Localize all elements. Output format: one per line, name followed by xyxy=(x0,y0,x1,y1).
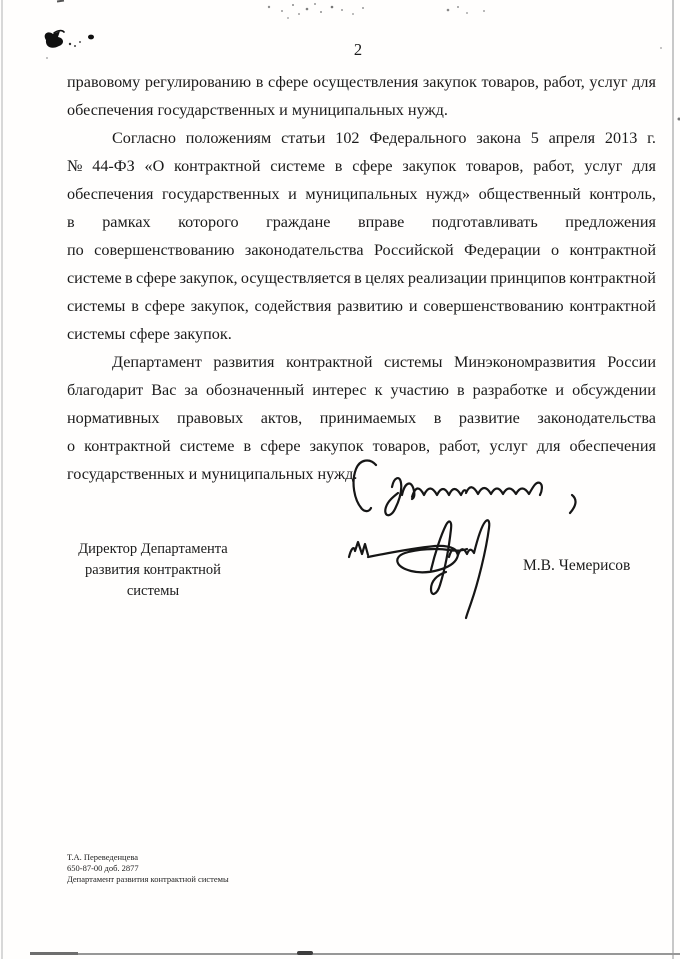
text-line: обеспечения государственных и муниципальных нужд» общественный контроль, xyxy=(67,185,656,203)
paragraph xyxy=(67,124,656,348)
text-line: системе в сфере закупок, осуществляется в целях реализации принципов контрактной xyxy=(67,269,656,287)
scan-edge-right xyxy=(672,0,674,959)
letter-body xyxy=(67,68,656,488)
text-line: о контрактной системе в сфере закупок товаров, работ, услуг для обеспечения xyxy=(67,437,656,455)
text-line: по совершенствованию законодательства Российской Федерации о контрактной xyxy=(67,241,656,259)
text-line: системы в сфере закупок, содействия развитию и совершенствованию контрактной xyxy=(67,297,656,315)
text-line: системы сфере закупок. xyxy=(67,325,232,343)
signer-title-line: развития контрактной системы xyxy=(85,562,221,599)
text-line: благодарит Вас за обозначенный интерес к участию в разработке и обсуждении xyxy=(67,381,656,399)
scan-line-bottom-blob xyxy=(297,951,313,955)
footer-phone: 650-87-00 доб. 2877 xyxy=(67,863,139,873)
scan-edge-left xyxy=(1,0,3,959)
text-line: обеспечения государственных и муниципальных нужд. xyxy=(67,101,448,119)
scan-artifact-dash xyxy=(57,0,64,2)
page-number: 2 xyxy=(353,40,363,59)
scan-line-bottom xyxy=(30,953,680,955)
signature-scribble xyxy=(343,513,508,623)
footer-executor-block xyxy=(67,852,229,885)
footer-contact-name: Т.А. Переведенцева xyxy=(67,852,139,862)
footer-department: Департамент развития контрактной системы xyxy=(67,874,229,884)
text-line: в рамках которого граждане вправе подготавливать предложения xyxy=(67,213,656,231)
text-line: государственных и муниципальных нужд. xyxy=(67,465,358,483)
text-line: нормативных правовых актов, принимаемых в развитие законодательства xyxy=(67,409,656,427)
scan-ink-blob xyxy=(36,28,100,62)
text-line: Департамент развития контрактной системы Минэкономразвития России xyxy=(112,353,656,371)
handwritten-closing xyxy=(350,455,585,519)
scan-specks xyxy=(0,0,2,2)
signer-title xyxy=(60,539,246,602)
text-line: Согласно положениям статьи 102 Федерального закона 5 апреля 2013 г. xyxy=(112,129,656,147)
signer-title-line: Директор Департамента xyxy=(78,541,228,557)
signer-name: М.В. Чемерисов xyxy=(523,557,631,574)
scan-line-bottom-dark xyxy=(30,952,78,955)
text-line: правовому регулированию в сфере осуществления закупок товаров, работ, услуг для xyxy=(67,73,656,91)
paragraph xyxy=(67,68,656,124)
text-line: № 44-ФЗ «О контрактной системе в сфере закупок товаров, работ, услуг для xyxy=(67,157,656,175)
